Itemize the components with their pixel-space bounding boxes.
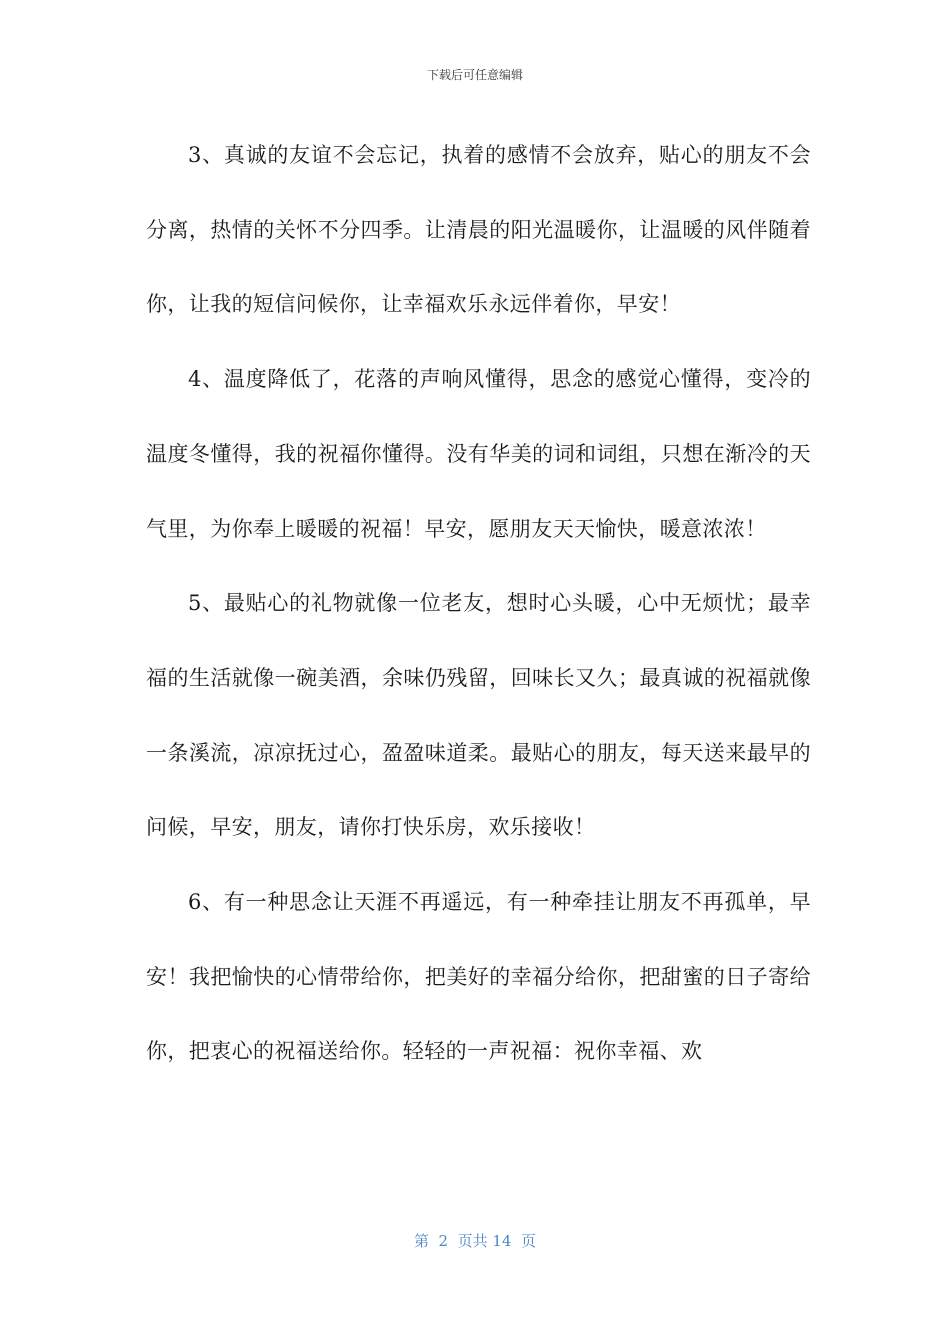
page-header: 下载后可任意编辑	[426, 68, 523, 82]
paragraph-6: 6、有一种思念让天涯不再遥远，有一种牵挂让朋友不再孤单，早安！我把愉快的心情带给你，把美好的幸福分给你，把甜蜜的日子寄给你，把衷心的祝福送给你。轻轻的一声祝福：祝你幸福、欢	[146, 890, 811, 1064]
paragraph-3: 3、真诚的友谊不会忘记，执着的感情不会放弃，贴心的朋友不会分离，热情的关怀不分四季。让清晨的阳光温暖你，让温暖的风伴随着你，让我的短信问候你，让幸福欢乐永远伴着你，早安！	[146, 143, 811, 317]
paragraph-5: 5、最贴心的礼物就像一位老友，想时心头暖，心中无烦忧；最幸福的生活就像一碗美酒，余味仍残留，回味长又久；最真诚的祝福就像一条溪流，凉凉抚过心，盈盈味道柔。最贴心的朋友，每天送来最早的问候，早安，朋友，请你打快乐房，欢乐接收！	[146, 591, 811, 840]
paragraph-4: 4、温度降低了，花落的声响风懂得，思念的感觉心懂得，变冷的温度冬懂得，我的祝福你懂得。没有华美的词和词组，只想在渐冷的天气里，为你奉上暖暖的祝福！早安，愿朋友天天愉快，暖意浓浓！	[146, 367, 811, 541]
page-footer: 第 2 页共 14 页	[413, 1232, 536, 1250]
document-body	[146, 118, 811, 1089]
